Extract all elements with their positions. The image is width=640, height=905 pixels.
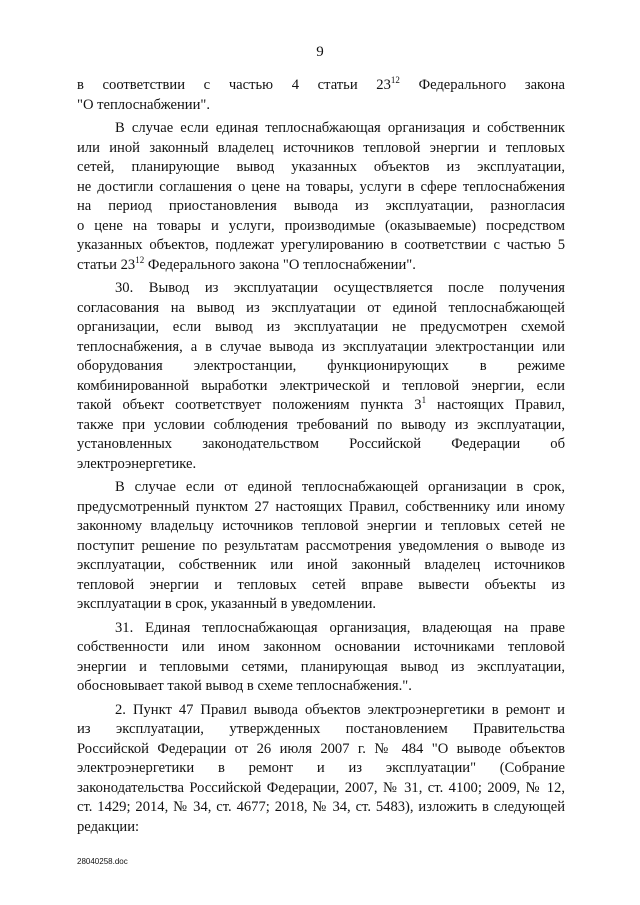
text-line: такой объект соответствует положениям пункта $3^1$ настоящих Правил, (77, 395, 565, 413)
text-line: сетей, планирующие вывод указанных объектов из эксплуатации, (77, 159, 565, 175)
text-line: статьи $23^{12}$ Федерального закона "О теплоснабжении". (77, 254, 416, 273)
text-line: теплоснабжения, а в случае вывода из эксплуатации электростанции или (77, 338, 565, 355)
text-line: Российской Федерации от 26 июля 2007 г. № 484 "О выводе объектов (77, 740, 565, 757)
footer-filename: 28040258.doc (77, 857, 128, 866)
paragraph (77, 478, 565, 615)
paragraph (77, 279, 565, 474)
text-line: также при условии соблюдения требований по выводу из эксплуатации, (77, 416, 565, 433)
text-line: ст. 1429; 2014, № 34, ст. 4677; 2018, № 34, ст. 5483), изложить в следующей (77, 799, 565, 815)
text-line: 31. Единая теплоснабжающая организация, владеющая на праве (115, 619, 565, 636)
text-line: законному владельцу источников тепловой энергии и тепловых сетей не (77, 518, 565, 534)
text-line: В случае если от единой теплоснабжающей организации в срок, (115, 479, 565, 495)
paragraph (77, 76, 565, 115)
text-line: "О теплоснабжении". (77, 96, 210, 113)
document-body (77, 76, 565, 841)
text-line: В случае если единая теплоснабжающая организация и собственник (115, 120, 565, 136)
text-line: или иной законный владелец источников тепловой энергии и тепловых (77, 139, 565, 156)
text-line: энергии и тепловыми сетями, планирующая вывод из эксплуатации, (77, 658, 565, 675)
text-line: комбинированной выработки электрической и тепловой энергии, если (77, 377, 565, 394)
text-line: редакции: (77, 818, 140, 835)
text-line: эксплуатации в срок, указанный в уведомлении. (77, 596, 377, 612)
text-line: организации, если вывод из эксплуатации не предусмотрен схемой (77, 319, 565, 335)
paragraph (77, 619, 565, 697)
text-line: на период приостановления вывода из эксплуатации, разногласия (77, 198, 565, 214)
paragraph (77, 701, 565, 838)
text-line: электроэнергетики в ремонт и из эксплуатации" (Собрание (77, 760, 565, 776)
text-line: тепловой энергии и тепловых сетей вправе вывести объекты из (77, 576, 565, 593)
page-number: 9 (316, 44, 324, 60)
text-line: оборудования электростанции, функционирующих в режиме (77, 358, 565, 374)
text-line: законодательства Российской Федерации, 2007, № 31, ст. 4100; 2009, № 12, (77, 779, 565, 796)
text-line: собственности или ином законном основании источниками тепловой (77, 639, 565, 655)
text-line: в соответствии с частью 4 статьи $23^{12}$ Федерального закона (77, 75, 565, 93)
text-line: обосновывает такой вывод в схеме теплоснабжения.". (77, 678, 412, 694)
text-line: о цене на товары и услуги, производимые (оказываемые) посредством (77, 217, 565, 234)
text-line: 2. Пункт 47 Правил вывода объектов электроэнергетики в ремонт и (115, 701, 565, 718)
text-line: установленных законодательством Российской Федерации об (77, 436, 565, 452)
text-line: эксплуатации, собственник или иной законный владелец источников (77, 557, 565, 573)
text-line: 30. Вывод из эксплуатации осуществляется после получения (115, 280, 565, 296)
text-line: поступит решение по результатам рассмотрения уведомления о выводе из (77, 537, 565, 554)
text-line: электроэнергетике. (77, 455, 197, 472)
text-line: не достигли соглашения о цене на товары, услуги в сфере теплоснабжения (77, 178, 565, 195)
paragraph (77, 119, 565, 275)
text-line: предусмотренный пунктом 27 настоящих Правил, собственнику или иному (77, 498, 565, 515)
text-line: указанных объектов, подлежат урегулированию в соответствии с частью 5 (77, 237, 565, 253)
text-line: из эксплуатации, утвержденных постановлением Правительства (77, 721, 565, 737)
text-line: согласования на вывод из эксплуатации от единой теплоснабжающей (77, 299, 565, 316)
